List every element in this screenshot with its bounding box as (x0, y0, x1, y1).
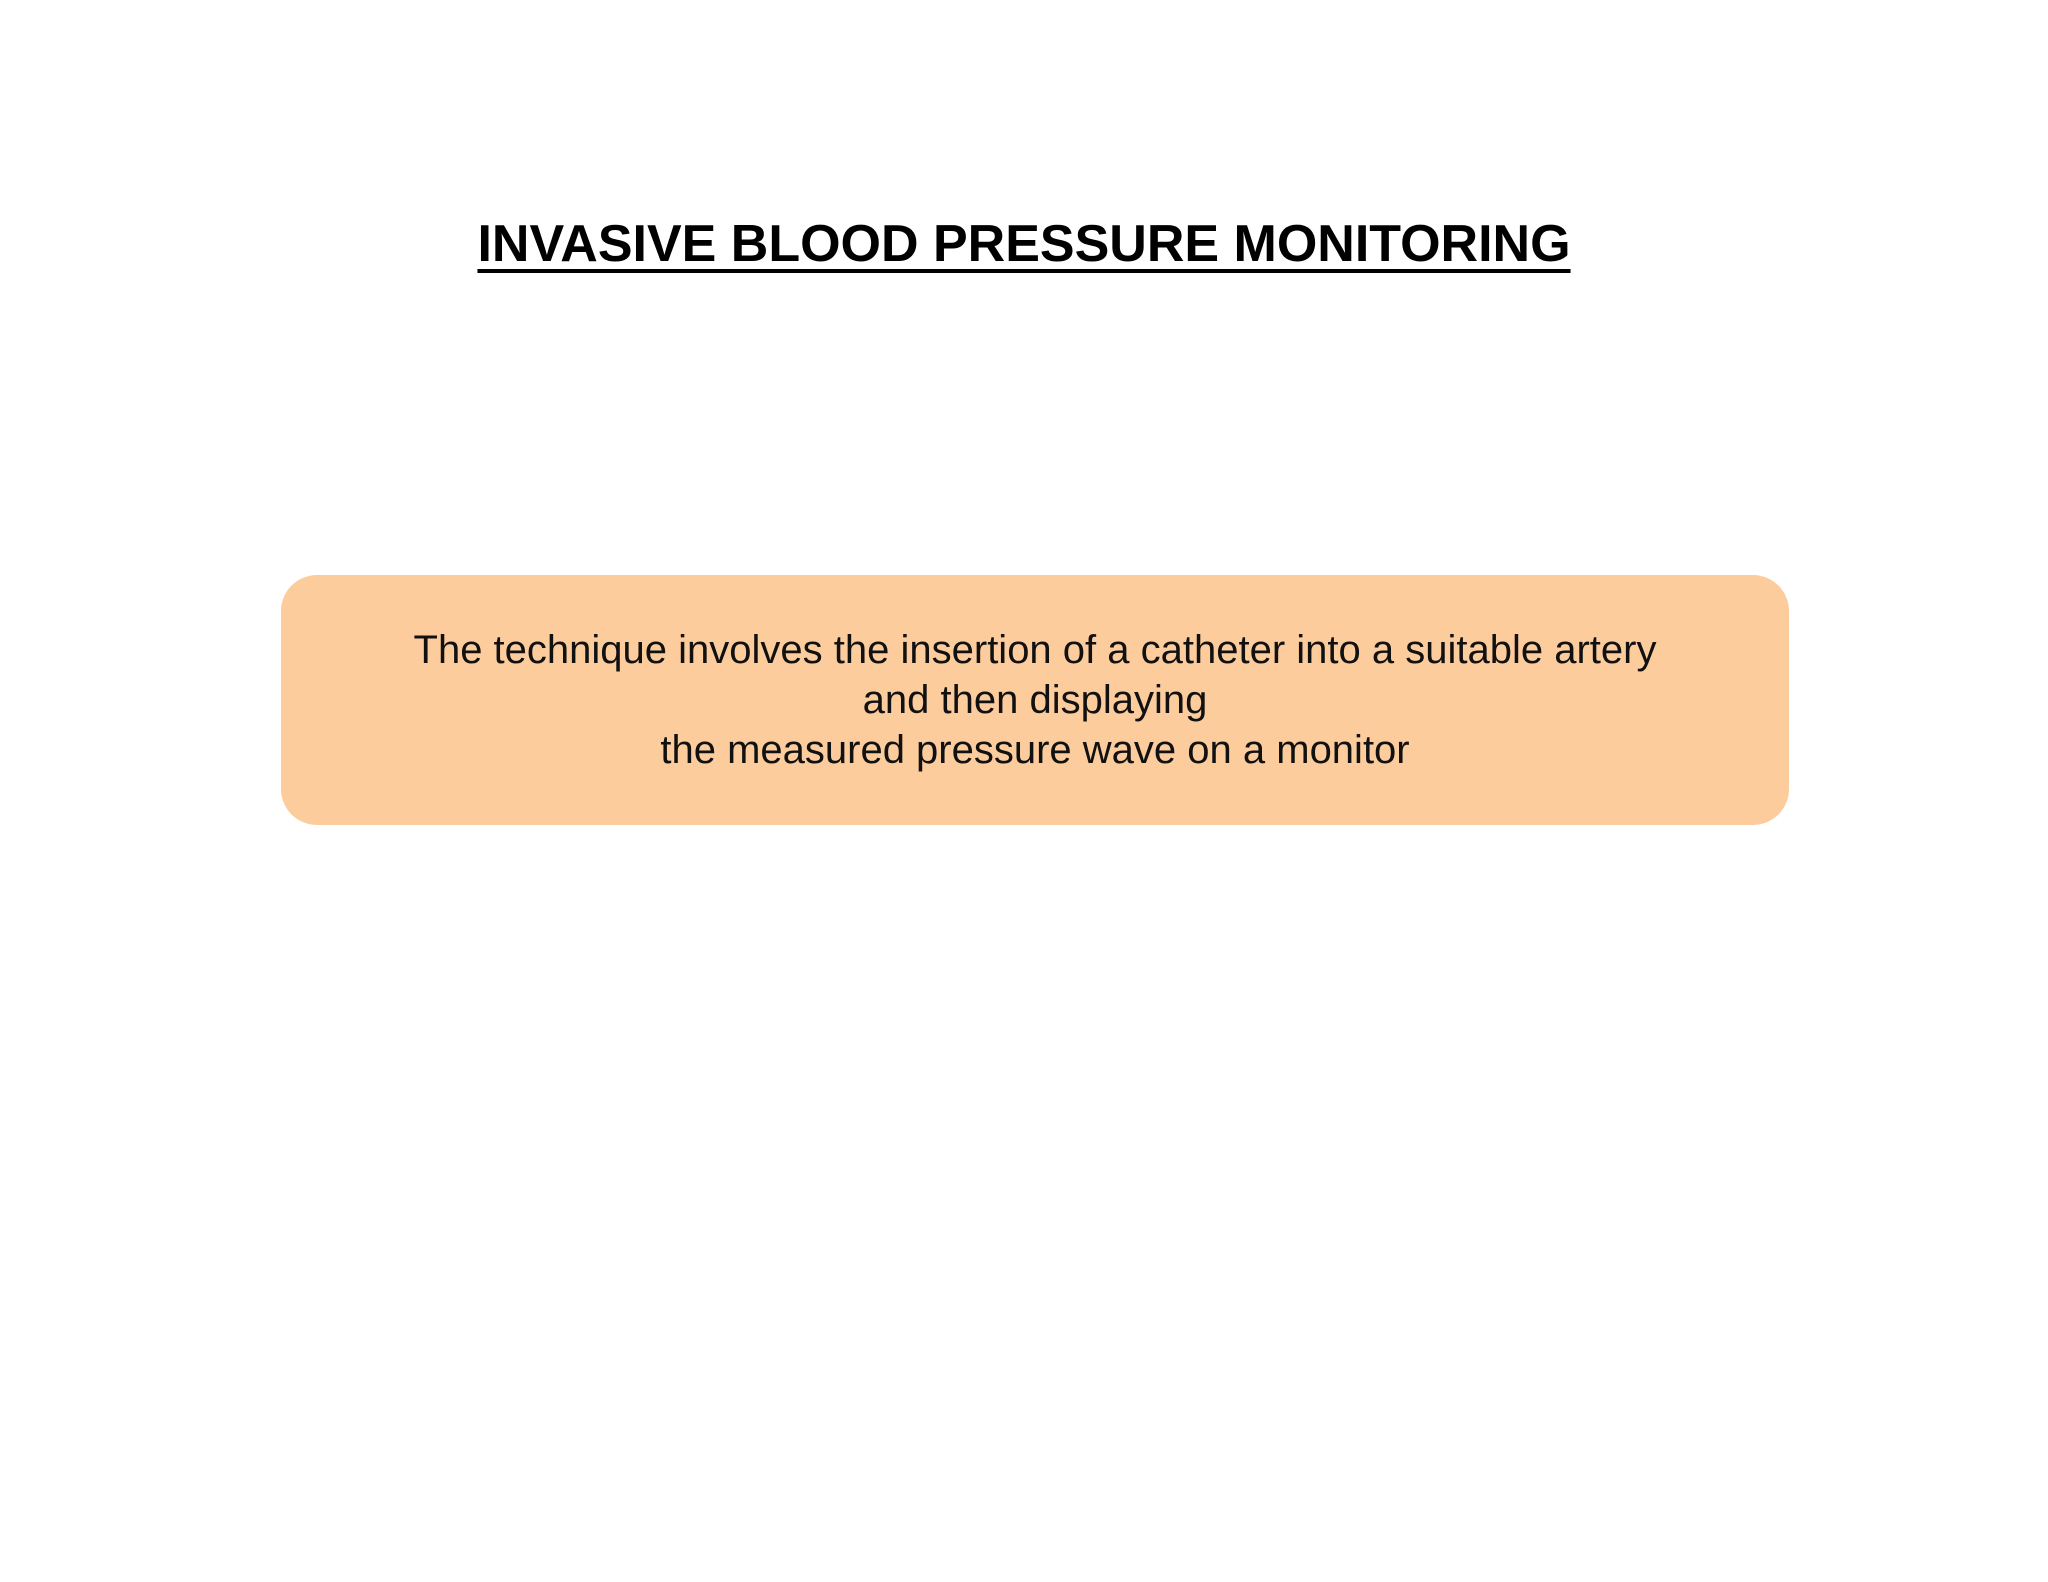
callout-line-1: The technique involves the insertion of a catheter into a suitable artery (413, 628, 1657, 672)
callout-line-2: and then displaying (862, 678, 1208, 722)
slide-title: INVASIVE BLOOD PRESSURE MONITORING (477, 215, 1571, 273)
callout-box (281, 575, 1789, 825)
callout-text (414, 625, 1657, 775)
callout-line-3: the measured pressure wave on a monitor (660, 728, 1410, 772)
